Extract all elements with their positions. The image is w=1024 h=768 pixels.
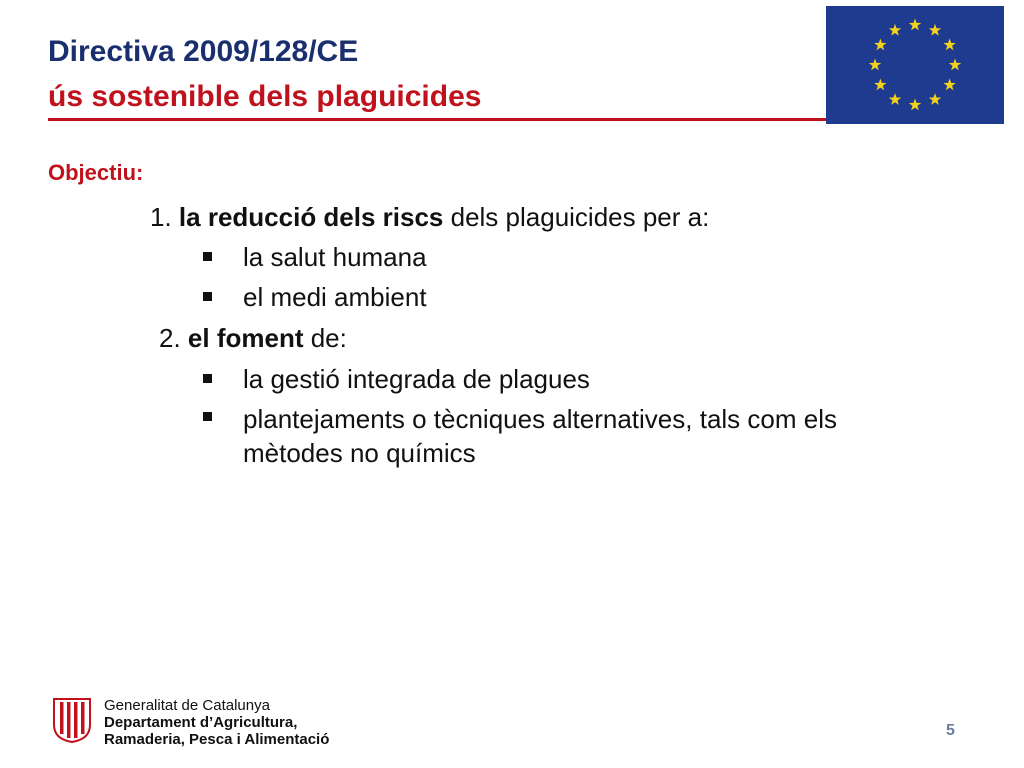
bullet-marker (203, 374, 212, 383)
star-icon (943, 79, 955, 91)
item-1 (150, 201, 709, 233)
star-icon (874, 39, 886, 51)
bullet-marker (203, 292, 212, 301)
eu-flag-icon (826, 6, 1004, 124)
bullet-marker (203, 412, 212, 421)
generalitat-logo-icon (52, 697, 92, 743)
footer-line-1: Generalitat de Catalunya (104, 697, 270, 714)
footer-institution (104, 697, 329, 748)
title-underline (48, 118, 828, 121)
star-icon (929, 24, 941, 36)
bullet-marker (203, 252, 212, 261)
title-line-1: Directiva 2009/128/CE (48, 35, 359, 68)
item-2-rest: de: (303, 323, 347, 353)
footer-line-3: Ramaderia, Pesca i Alimentació (104, 731, 330, 748)
item-2-number: 2. (159, 323, 181, 353)
star-icon (909, 19, 921, 31)
item-1-bullet-2: el medi ambient (243, 282, 427, 312)
star-icon (929, 93, 941, 105)
star-icon (869, 59, 881, 71)
star-icon (874, 79, 886, 91)
item-1-bold: la reducció dels riscs (178, 202, 444, 232)
item-2 (159, 322, 347, 354)
footer-line-2: Departament d’Agricultura, (104, 714, 298, 731)
item-2-bullet-1: la gestió integrada de plagues (243, 364, 590, 394)
star-icon (949, 59, 961, 71)
star-icon (889, 24, 901, 36)
item-2-bold: el foment (187, 323, 304, 353)
item-1-number: 1. (150, 202, 172, 232)
item-2-bullet-2-cont: mètodes no químics (243, 438, 476, 468)
item-1-bullet-1: la salut humana (243, 242, 427, 272)
star-icon (943, 39, 955, 51)
star-icon (909, 99, 921, 111)
title-line-2: ús sostenible dels plaguicides (48, 80, 482, 113)
item-2-bullet-2: plantejaments o tècniques alternatives, tals com els (243, 404, 837, 434)
item-1-rest: dels plaguicides per a: (443, 202, 710, 232)
star-icon (889, 93, 901, 105)
page-number: 5 (946, 722, 955, 739)
objective-heading: Objectiu: (48, 160, 144, 185)
